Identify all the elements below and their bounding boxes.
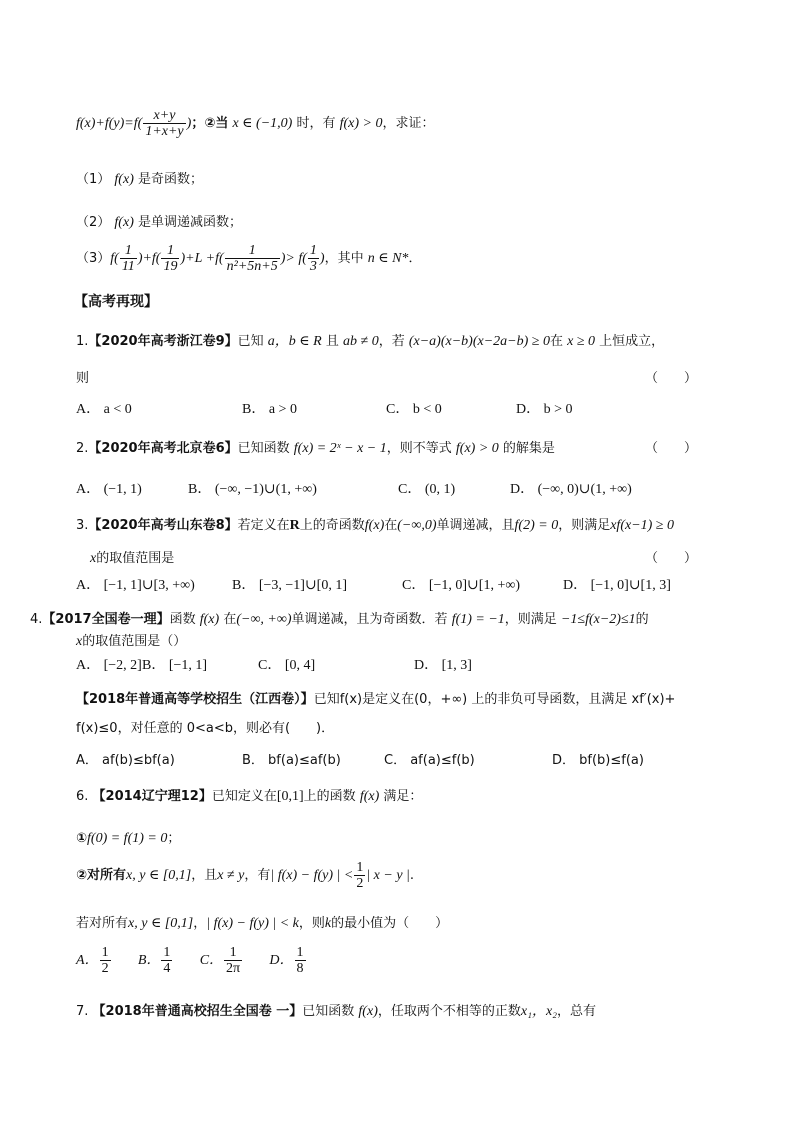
question-source: 【2018年普通高校招生全国卷 一】 — [92, 1004, 303, 1019]
intro-line: f(x)+f(y)=f( $\frac{x+y}{1+x+y}$ )；②当 x ∈ (−1,0) 时，有 f(x) > 0，求证： — [76, 108, 435, 139]
option-a: A． (−1, 1) — [76, 482, 142, 497]
intro-condition-2: ；②当 — [191, 116, 229, 131]
question-3-line-2: x的取值范围是 — [90, 551, 175, 566]
option-c: C． af(a)≤f(b) — [384, 753, 475, 768]
option-b: B． (−∞, −1)∪(1, +∞) — [188, 482, 317, 497]
question-1: 1.【2020年高考浙江卷9】已知 a，b ∈ R 且 ab ≠ 0，若 (x−a)(x−b)(x−2a−b) ≥ 0在 x ≥ 0 上恒成立， — [76, 334, 665, 349]
option-a: A． $\frac{1}{2}$ — [76, 945, 109, 976]
question-4-line-2: x的取值范围是（） — [76, 634, 187, 649]
question-7: 7. 【2018年普通高校招生全国卷 一】已知函数 f(x)，任取两个不相等的正数x₁，x₂，总有 — [76, 1004, 597, 1019]
option-d: D． bf(b)≤f(a) — [552, 753, 644, 768]
answer-parentheses: （ ） — [645, 371, 698, 386]
proof-part-1: （1） f(x) 是奇函数； — [76, 172, 204, 187]
option-b: B． [−1, 1] — [142, 658, 208, 673]
proof-part-3: （3）f( $\frac{1}{11}$ )+f( $\frac{1}{19}$ )+L +f( $\frac{1}{\text{n²+5n+5}}$ )> f( $\frac{1}{3}$ )，其中 n ∈ N*． — [76, 243, 422, 274]
option-c: C． [−1, 0]∪[1, +∞) — [402, 578, 520, 593]
proof-part-2: （2） f(x) 是单调递减函数； — [76, 215, 243, 230]
question-6: 6. 【2014辽宁理12】已知定义在[0,1]上的函数 f(x) 满足： — [76, 789, 423, 804]
question-5-line-2: f(x)≤0，对任意的 0<a<b，则必有( )． — [76, 721, 335, 736]
section-title: 【高考再现】 — [74, 294, 158, 310]
option-c: C． b < 0 — [386, 402, 442, 417]
question-source: 【2017全国卷一理】 — [42, 612, 170, 627]
question-6-options — [76, 945, 794, 976]
question-5: 【2018年普通高等学校招生（江西卷）】已知f(x)是定义在(0，+∞) 上的非负可导函数，且满足 xf′(x)+ — [76, 692, 676, 707]
question-2: 2.【2020年高考北京卷6】已知函数 f(x) = 2ˣ − x − 1，则不等式 f(x) > 0 的解集是 — [76, 441, 555, 456]
option-d: D． [−1, 0]∪[1, 3] — [563, 578, 671, 593]
condition-3: 若对所有x, y ∈ [0,1]，| f(x) − f(y) | < k，则k的最小值为（ ） — [76, 916, 449, 931]
option-a: A． a < 0 — [76, 402, 132, 417]
option-d: D． b > 0 — [516, 402, 573, 417]
question-source: 【2020年高考浙江卷9】 — [88, 334, 238, 349]
option-c: C． $\frac{1}{2\pi}$ — [199, 945, 241, 976]
question-source: 【2018年普通高等学校招生（江西卷）】 — [76, 692, 314, 707]
option-c: C． [0, 4] — [258, 658, 316, 673]
question-1-line-2: 则 — [76, 371, 90, 386]
option-d: D． $\frac{1}{8}$ — [269, 945, 304, 976]
question-4: 4.【2017全国卷一理】函数 f(x) 在(−∞, +∞)单调递减，且为奇函数．若 f(1) = −1，则满足 −1≤f(x−2)≤1的 — [30, 612, 649, 627]
answer-parentheses: （ ） — [645, 441, 698, 456]
option-c: C． (0, 1) — [398, 482, 456, 497]
option-b: B． a > 0 — [242, 402, 297, 417]
option-d: D． (−∞, 0)∪(1, +∞) — [510, 482, 632, 497]
option-d: D． [1, 3] — [414, 658, 472, 673]
option-b: B． bf(a)≤af(b) — [242, 753, 341, 768]
option-b: B． $\frac{1}{4}$ — [137, 945, 171, 976]
condition-2: ②对所有x, y ∈ [0,1]，且x ≠ y，有| f(x) − f(y) | < $\frac{1}{2}$ | x − y |. — [76, 860, 415, 891]
question-source: 【2014辽宁理12】 — [92, 789, 212, 804]
intro-equation: f(x)+f(y)=f( — [76, 116, 143, 131]
answer-parentheses: （ ） — [645, 551, 698, 566]
question-source: 【2020年高考山东卷8】 — [88, 518, 238, 533]
intro-fraction: $\frac{x+y}{1+x+y}$ — [145, 108, 184, 139]
option-a: A． af(b)≤bf(a) — [76, 753, 175, 768]
condition-1: ①f(0) = f(1) = 0； — [76, 831, 181, 846]
option-b: B． [−3, −1]∪[0, 1] — [232, 578, 348, 593]
option-a: A． [−2, 2] — [76, 658, 142, 673]
option-a: A． [−1, 1]∪[3, +∞) — [76, 578, 195, 593]
question-source: 【2020年高考北京卷6】 — [88, 441, 238, 456]
question-3: 3.【2020年高考山东卷8】若定义在R上的奇函数f(x)在(−∞,0)单调递减，且f(2) = 0，则满足xf(x−1) ≥ 0 — [76, 518, 674, 533]
